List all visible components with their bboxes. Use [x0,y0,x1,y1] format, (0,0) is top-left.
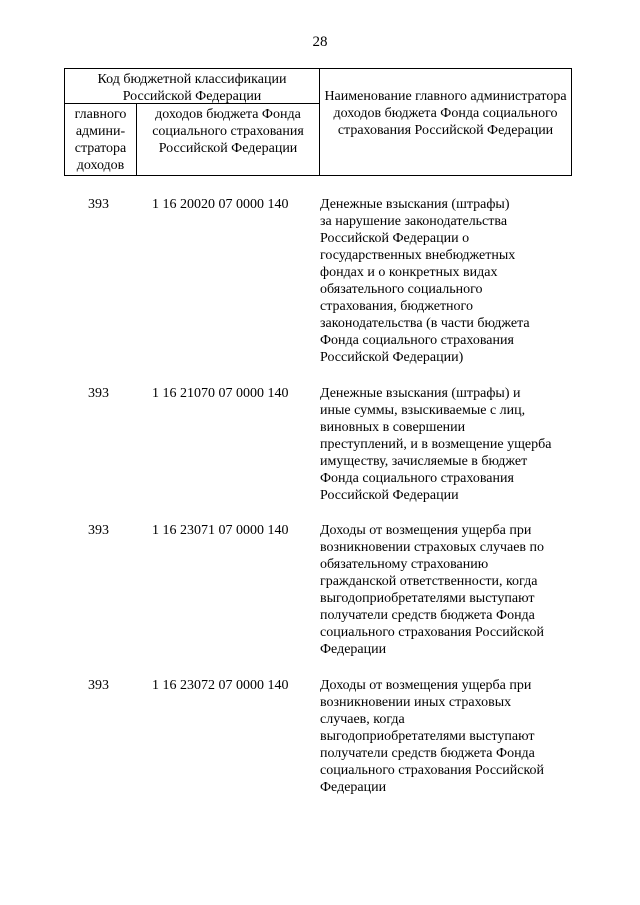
income-code: 1 16 21070 07 0000 140 [152,386,289,401]
header-budget-income: доходов бюджета Фонда социального страхования Российской Федерации [137,104,320,176]
header-chief-administrator: главного админи-стратора доходов [65,104,137,176]
admin-code: 393 [88,678,109,693]
income-description: Доходы от возмещения ущерба при возникновении иных страховых случаев, когда выгодоприобретателями выступают получатели средств бюджета Фонда социального страхования Российской Федерации [320,678,545,795]
admin-code: 393 [88,197,109,212]
header-budget-classification-code: Код бюджетной классификации Российской Федерации [65,69,320,104]
income-code: 1 16 23072 07 0000 140 [152,678,289,693]
income-code: 1 16 20020 07 0000 140 [152,197,289,212]
income-code: 1 16 23071 07 0000 140 [152,523,289,538]
header-administrator-name: Наименование главного администратора доходов бюджета Фонда социального страхования Российской Федерации [324,89,567,138]
income-description: Денежные взыскания (штрафы) и иные суммы, взыскиваемые с лиц, виновных в совершении преступлений, и в возмещение ущерба имуществу, зачисляемые в бюджет Фонда социального страхования Российской Федерации [320,386,552,503]
page-number: 28 [312,34,328,50]
income-description: Доходы от возмещения ущерба при возникновении страховых случаев по обязательному страхованию гражданской ответственности, когда выгодоприобретателями выступают получатели средств бюджета Фонда социального страхования Российской Федерации [320,523,545,657]
admin-code: 393 [88,386,109,401]
table-header [64,68,572,176]
admin-code: 393 [88,523,109,538]
income-description: Денежные взыскания (штрафы) за нарушение законодательства Российской Федерации о государственных внебюджетных фондах и о конкретных видах обязательного социального страхования, бюджетного законодательства (в части бюджета Фонда социального страхования Российской Федерации) [320,197,530,365]
